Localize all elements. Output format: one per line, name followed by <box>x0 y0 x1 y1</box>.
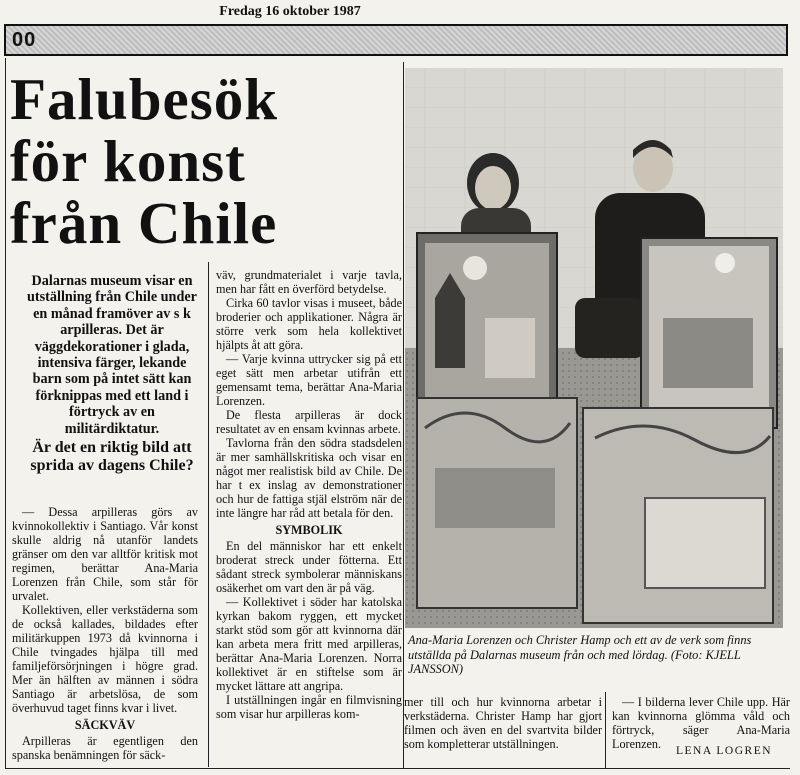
headline <box>10 68 410 254</box>
lead-question: Är det en riktig bild att sprida av dagens Chile? <box>30 439 194 474</box>
subheading: SYMBOLIK <box>275 523 343 537</box>
body-paragraph: Tavlorna från den södra stadsdelen är mer samhällskritiska och visar en något mer realistisk bild av Chile. De har t ex inslag av demonstrationer och hur de fattiga stjäl elström när de inte längre har råd att betala för den. <box>216 436 402 520</box>
byline: LENA LOGREN <box>676 745 773 757</box>
headline-line: för konst <box>10 128 246 194</box>
body-paragraph: Arpilleras är egentligen den spanska benämningen för säck- <box>12 734 198 762</box>
photo-caption: Ana-Maria Lorenzen och Christer Hamp och ett av de verk som finns utställda på Dalarnas museum från och med lördag. (Foto: KJELL JANSSON) <box>408 633 752 677</box>
headline-line: från Chile <box>10 190 278 256</box>
column-rule <box>5 58 6 768</box>
lead-paragraph: Dalarnas museum visar en utställning från Chile under en månad framöver av s k arpilleras. Det är väggdekorationer i glada, intensiva färger, lekande barn som på intet sätt kan förknippas med ett land i förtryck av en militärdiktatur. <box>27 273 197 437</box>
body-paragraph: En del människor har ett enkelt broderat streck under fötterna. Ett sådant streck symbolerar människans osäkerhet om vart den är på väg. <box>216 539 402 595</box>
body-paragraph: De flesta arpilleras är dock resultatet av en ensam kvinnas arbete. <box>216 408 402 436</box>
body-paragraph: — Kollektivet i söder har katolska kyrkan bakom ryggen, ett mycket starkt stöd som gör att kvinnorna där kan arbeta mera fritt med arpilleras, berättar Ana-Maria Lorenzen. Norra kollektivet är en stiftelse som är mycket lättare att angripa. <box>216 595 402 693</box>
article-column-2 <box>216 268 402 721</box>
dateline: Fredag 16 oktober 1987 <box>219 4 361 19</box>
body-paragraph: mer till och hur kvinnorna arbetar i verkstäderna. Christer Hamp har gjort filmen och även en del svartvita bilder som kompletterar utställningen. <box>404 695 602 751</box>
subheading: SÄCKVÄV <box>74 718 136 732</box>
body-paragraph: Kollektiven, eller verkstäderna som de också kallades, bildades efter militärkuppen 1973 då kvinnorna i Chile tvingades hjälpa till med familjeförsörjningen i högre grad. Mer än hälften av männen i södra Santiago är arbetslösa, de som överhuvud taget finns kvar i livet. <box>12 603 198 715</box>
body-paragraph: — Varje kvinna uttrycker sig på ett eget sätt men arbetar utifrån ett gemensamt tema, berättar Ana-Maria Lorenzen. <box>216 352 402 408</box>
body-paragraph: — I bilderna lever Chile upp. Här kan kvinnorna glömma våld och förtryck, säger Ana-Maria Lorenzen. <box>612 695 790 751</box>
section-label: 00 <box>12 29 37 51</box>
column-rule <box>605 692 606 768</box>
article-column-1 <box>12 505 198 762</box>
bottom-rule <box>5 768 790 769</box>
body-paragraph: Cirka 60 tavlor visas i museet, både broderier och applikationer. Några är större verk som hela kollektivet hjälpts åt att göra. <box>216 296 402 352</box>
column-rule <box>208 262 209 767</box>
article-photo <box>405 68 783 628</box>
body-paragraph: — Dessa arpilleras görs av kvinnokollektiv i Santiago. Vår konst skulle aldrig nå utanför landets gränser om den var alltför kritisk mot regimen, berättar Ana-Maria Lorenzen från Chile, som står för urvalet. <box>12 505 198 603</box>
photo-illustration <box>405 68 783 628</box>
article-column-4 <box>612 695 790 751</box>
body-paragraph: I utställningen ingår en filmvisning som visar hur arpilleras kom- <box>216 693 402 721</box>
body-paragraph: väv, grundmaterialet i varje tavla, men har fått en överförd betydelse. <box>216 268 402 296</box>
article-column-3 <box>404 695 602 751</box>
section-bar <box>4 24 788 56</box>
headline-line: Falubesök <box>10 66 279 132</box>
